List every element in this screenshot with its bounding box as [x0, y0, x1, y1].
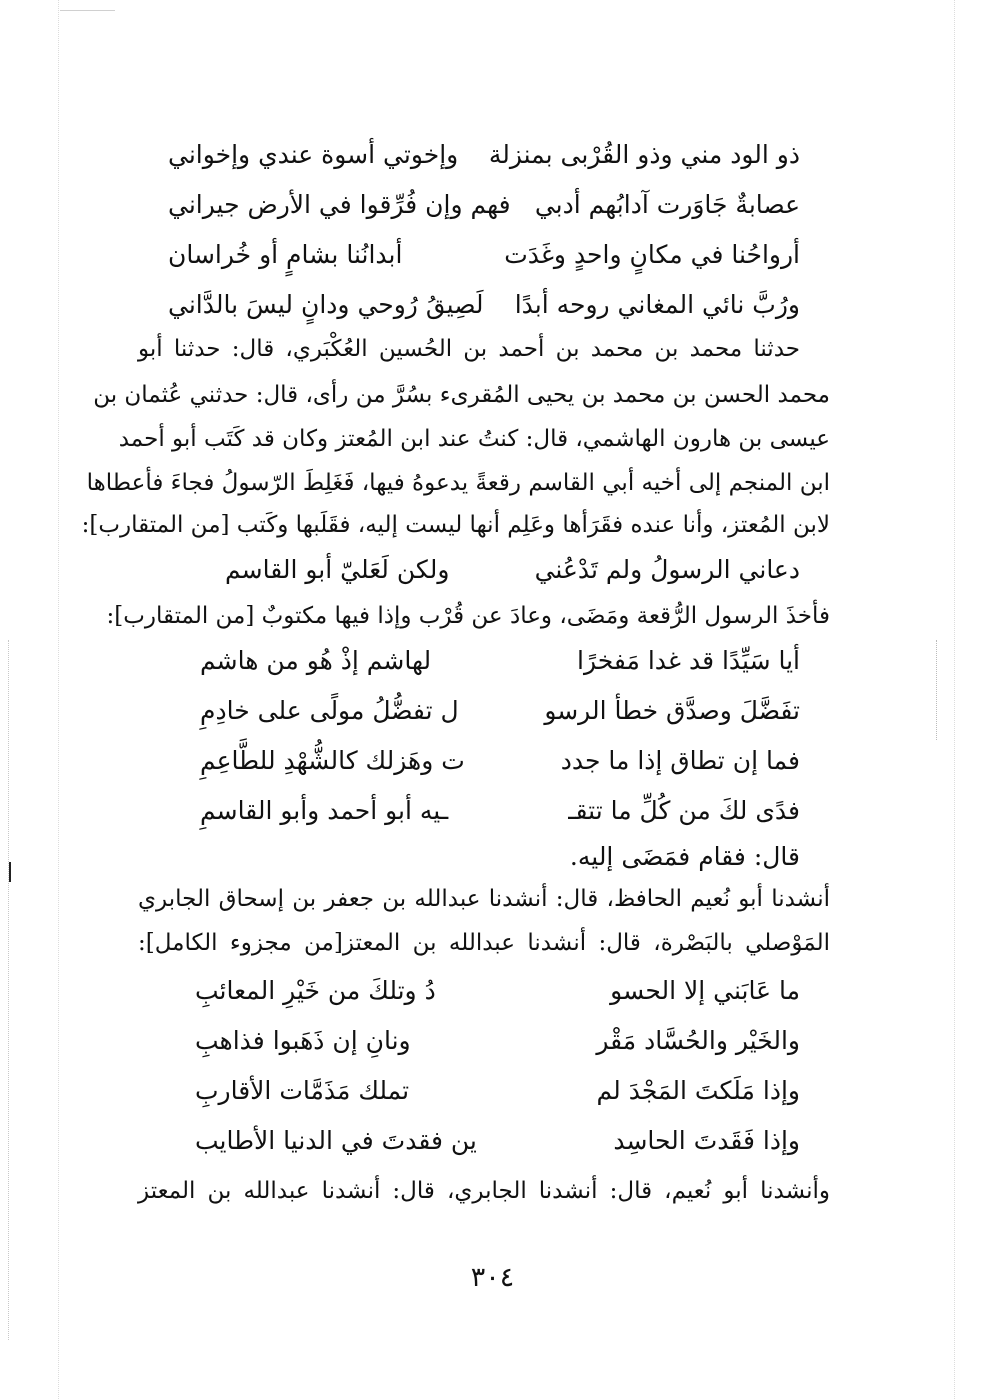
verse-first-hemistich: ورُبَّ نائي المغاني روحه أبدًا: [514, 290, 800, 319]
verse-second-hemistich: أبدانُنا بشامٍ أو خُراسان: [168, 240, 403, 269]
verse-second-hemistich: لهاشم إذْ هُو من هاشم: [200, 646, 432, 675]
verse-first-hemistich: دعاني الرسولُ ولم تَدْعُني: [534, 555, 800, 584]
prose-line: المَوْصلي بالبَصْرة، قال: أنشدنا عبدالله بن المعتز[من مجزوء الكامل]:: [138, 930, 830, 956]
verse-second-hemistich: ونانِ إن ذَهَبوا فذاهبِ: [195, 1026, 411, 1055]
verse-second-hemistich: ـيه أبو أحمد وأبو القاسمِ: [200, 796, 449, 825]
verse-first-hemistich: فدًى لكَ من كُلِّ ما تتقـ: [568, 796, 800, 825]
scan-edge-rule: [60, 10, 115, 11]
verse-second-hemistich: تملك مَذَمَّات الأقاربِ: [195, 1076, 410, 1105]
scan-guide-line: [8, 640, 9, 1340]
prose-line: حدثنا محمد بن محمد بن أحمد بن الحُسين العُكْبَري، قال: حدثنا أبو: [138, 336, 800, 362]
verse-first-hemistich: فما إن تطاق إذا ما جدد: [560, 746, 800, 775]
page-number: ٣٠٤: [470, 1262, 515, 1293]
verse-first-hemistich: ما عَابَني إلا الحسو: [610, 976, 800, 1005]
prose-line: وأنشدنا أبو نُعيم، قال: أنشدنا الجابري، قال: أنشدنا عبدالله بن المعتز: [138, 1178, 830, 1204]
verse-first-hemistich: أيا سَيِّدًا قد غدا مَفخرًا: [577, 646, 800, 675]
verse-line: [200, 736, 800, 786]
verse-line: [200, 686, 800, 736]
prose-line: محمد الحسن بن محمد بن يحيى المُقرىء بسُرَّ من رأى، قال: حدثني عُثمان بن: [93, 382, 830, 408]
prose-line: عيسى بن هارون الهاشمي، قال: كنتُ عند ابن المُعتز وكان قد كَتَب أبو أحمد: [118, 426, 830, 452]
verse-second-hemistich: ولكن لَعَليّ أبو القاسم: [225, 555, 450, 584]
prose-line: فأخذَ الرسول الرُّقعة ومَضَى، وعادَ عن قُرْب وإذا فيها مكتوبٌ [من المتقارب]:: [106, 603, 830, 629]
scan-guide-line: [58, 0, 59, 1399]
verse-line: [195, 1016, 800, 1066]
verse-line: [168, 130, 800, 180]
verse-second-hemistich: وإخوتي أسوة عندي وإخواني: [168, 140, 459, 169]
verse-second-hemistich: ل تفضُّلُ مولًى على خادِمِ: [200, 696, 459, 725]
scan-guide-line: [936, 640, 937, 740]
verse-line: [200, 786, 800, 836]
verse-line: [168, 280, 800, 330]
verse-line: [200, 636, 800, 686]
said-text: قال: فقام فمَضَى إليه.: [569, 842, 800, 871]
prose-line: أنشدنا أبو نُعيم الحافظ، قال: أنشدنا عبدالله بن جعفر بن إسحاق الجابري: [138, 886, 830, 912]
verse-line: [195, 966, 800, 1016]
verse-second-hemistich: لَصِيقُ رُوحي ودانٍ ليسَ بالدَّاني: [168, 290, 484, 319]
prose-line: لابن المُعتز، وأنا عنده فقَرَأها وعَلِم أنها ليست إليه، فقَلَبها وكَتب [من المتقارب]:: [81, 512, 830, 538]
verse-line: [168, 230, 800, 280]
prose-line: ابن المنجم إلى أخيه أبي القاسم رقعةً يدعوهُ فيها، فَغَلِطَ الرّسولُ فجاءَ فأعطاها: [86, 470, 830, 496]
verse-first-hemistich: تفَضَّلَ وصدَّق خطأ الرسو: [544, 696, 800, 725]
verse-second-hemistich: فهم وإن فُرِّقوا في الأرض جيراني: [168, 190, 511, 219]
scan-guide-line: [954, 0, 955, 1399]
verse-line: [225, 545, 800, 595]
verse-first-hemistich: والخَيْر والحُسَّاد مَقْر: [596, 1026, 800, 1055]
verse-line: [195, 1066, 800, 1116]
verse-first-hemistich: وإذا فَقَدتَ الحاسِد: [613, 1126, 800, 1155]
verse-line: [195, 1116, 800, 1166]
narrative-line: [200, 832, 800, 882]
verse-second-hemistich: دُ وتلكَ من خَيْرِ المعائبِ: [195, 976, 436, 1005]
verse-first-hemistich: ذو الود مني وذو القُرْبى بمنزلة: [488, 140, 800, 169]
verse-second-hemistich: ين فقدتَ في الدنيا الأطايب: [195, 1126, 477, 1155]
verse-line: [168, 180, 800, 230]
verse-first-hemistich: عصابةٌ جَاوَرت آدابُهم أدبي: [534, 190, 800, 219]
scan-edge-mark: [9, 862, 11, 882]
verse-first-hemistich: وإذا مَلَكتَ المَجْدَ لم: [596, 1076, 800, 1105]
verse-first-hemistich: أرواحُنا في مكانٍ واحدٍ وغَدَت: [504, 240, 800, 269]
verse-second-hemistich: ت وهَزلك كالشُّهْدِ للطَّاعِمِ: [200, 746, 465, 775]
